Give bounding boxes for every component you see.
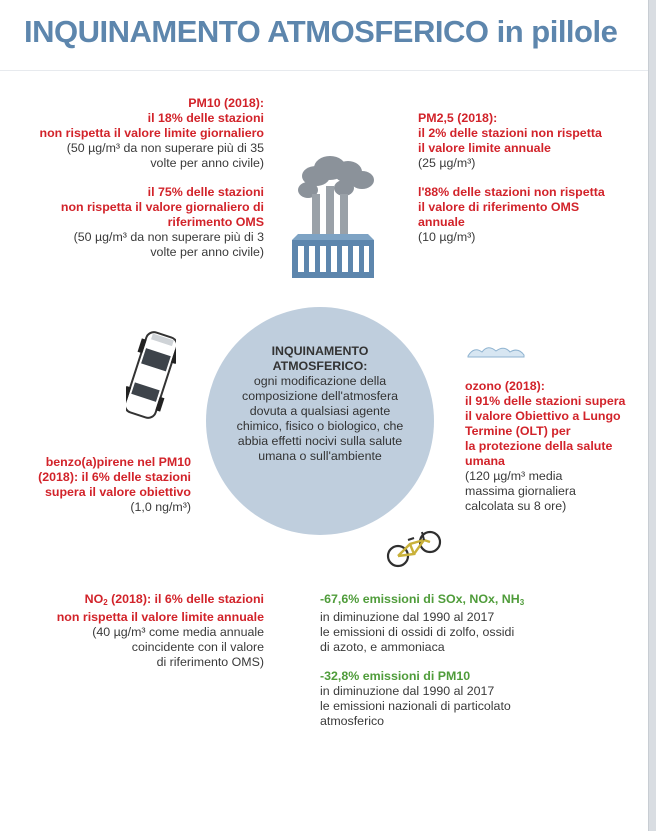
pm10-line: non rispetta il valore giornaliero di	[60, 200, 264, 214]
definition-title: INQUINAMENTO	[271, 344, 369, 358]
factory-icon	[278, 150, 388, 285]
definition-line: composizione dell'atmosfera	[242, 389, 398, 403]
spacer	[418, 171, 638, 185]
pm10-note: (50 µg/m³ da non superare più di 35	[66, 141, 264, 155]
pm10-line: riferimento OMS	[167, 215, 264, 229]
spacer	[10, 171, 264, 185]
definition-text	[216, 344, 424, 464]
pm10-line: il 18% delle stazioni	[147, 111, 264, 125]
ozono-line: Termine (OLT) per	[465, 424, 571, 438]
pm25-line: il valore di riferimento OMS	[418, 200, 580, 214]
emissions-line: in diminuzione dal 1990 al 2017	[320, 684, 495, 698]
definition-line: ogni modificazione della	[253, 374, 387, 388]
pm10-heading: PM10 (2018):	[188, 96, 264, 110]
no2-line: (2018): il 6% delle stazioni	[107, 592, 264, 606]
emissions-subscript: 3	[519, 598, 525, 607]
no2-subscript: 2	[103, 598, 108, 607]
no2-note: coincidente con il valore	[131, 640, 264, 654]
no2-note: (40 µg/m³ come media annuale	[92, 625, 264, 639]
ozono-note: massima giornaliera	[465, 484, 576, 498]
page-title	[24, 14, 624, 50]
no2-line: non rispetta il valore limite annuale	[56, 610, 264, 624]
no2-block	[10, 592, 264, 670]
definition-line: umana o sull'ambiente	[258, 449, 382, 463]
ozono-line: la protezione della salute	[465, 439, 613, 453]
benzo-line: supera il valore obiettivo	[45, 485, 191, 499]
pm25-block	[418, 111, 638, 245]
benzo-note: (1,0 ng/m³)	[130, 500, 191, 514]
pm25-heading: PM2,5 (2018):	[418, 111, 498, 125]
emissions-heading-1	[320, 592, 640, 610]
no2-note: di riferimento OMS)	[156, 655, 264, 669]
car-icon	[126, 325, 176, 425]
pm10-block	[10, 96, 264, 260]
benzo-line: benzo(a)pirene nel PM10	[45, 455, 191, 469]
emissions-line: le emissioni di ossidi di zolfo, ossidi	[320, 625, 515, 639]
benzo-line: (2018): il 6% delle stazioni	[38, 470, 191, 484]
definition-title: ATMOSFERICO:	[272, 359, 368, 373]
ozono-heading: ozono (2018):	[465, 379, 545, 393]
spacer	[320, 655, 640, 669]
pm25-line: il 2% delle stazioni non rispetta	[418, 126, 602, 140]
ozono-note: calcolata su 8 ore)	[465, 499, 567, 513]
definition-line: chimico, fisico o biologico, che	[236, 419, 404, 433]
pm10-line: il 75% delle stazioni	[147, 185, 264, 199]
emissions-line: atmosferico	[320, 714, 385, 728]
pm25-note: (25 µg/m³)	[418, 156, 476, 170]
ozono-line: il valore Obiettivo a Lungo	[465, 409, 621, 423]
definition-line: dovuta a qualsiasi agente	[249, 404, 391, 418]
title-divider	[0, 70, 648, 71]
pm25-note: (10 µg/m³)	[418, 230, 476, 244]
pm25-line: il valore limite annuale	[418, 141, 551, 155]
no2-heading	[10, 592, 264, 610]
pm10-note: volte per anno civile)	[150, 156, 264, 170]
definition-line: abbia effetti nocivi sulla salute	[237, 434, 403, 448]
benzo-block	[10, 455, 191, 515]
pm10-line: non rispetta il valore limite giornaliero	[39, 126, 264, 140]
ozono-note: (120 µg/m³ media	[465, 469, 563, 483]
emissions-line: di azoto, e ammoniaca	[320, 640, 445, 654]
cloud-icon	[464, 340, 528, 362]
bicycle-icon	[384, 522, 444, 572]
pm25-line: annuale	[418, 215, 465, 229]
ozono-line: umana	[465, 454, 505, 468]
ozono-line: il 91% delle stazioni supera	[465, 394, 626, 408]
emissions-line: in diminuzione dal 1990 al 2017	[320, 610, 495, 624]
no2-formula: NO	[84, 592, 104, 606]
emissions-heading-2: -32,8% emissioni di PM10	[320, 669, 471, 683]
ozono-block	[465, 379, 645, 514]
pm10-note: (50 µg/m³ da non superare più di 3	[73, 230, 264, 244]
emissions-block	[320, 592, 640, 729]
title-suffix: in pillole	[496, 14, 618, 49]
pm25-line: l'88% delle stazioni non rispetta	[418, 185, 605, 199]
emissions-heading-text: -67,6% emissioni di SOx, NOx, NH	[320, 592, 520, 606]
pm10-note: volte per anno civile)	[150, 245, 264, 259]
title-main: INQUINAMENTO ATMOSFERICO	[24, 14, 489, 49]
emissions-line: le emissioni nazionali di particolato	[320, 699, 511, 713]
